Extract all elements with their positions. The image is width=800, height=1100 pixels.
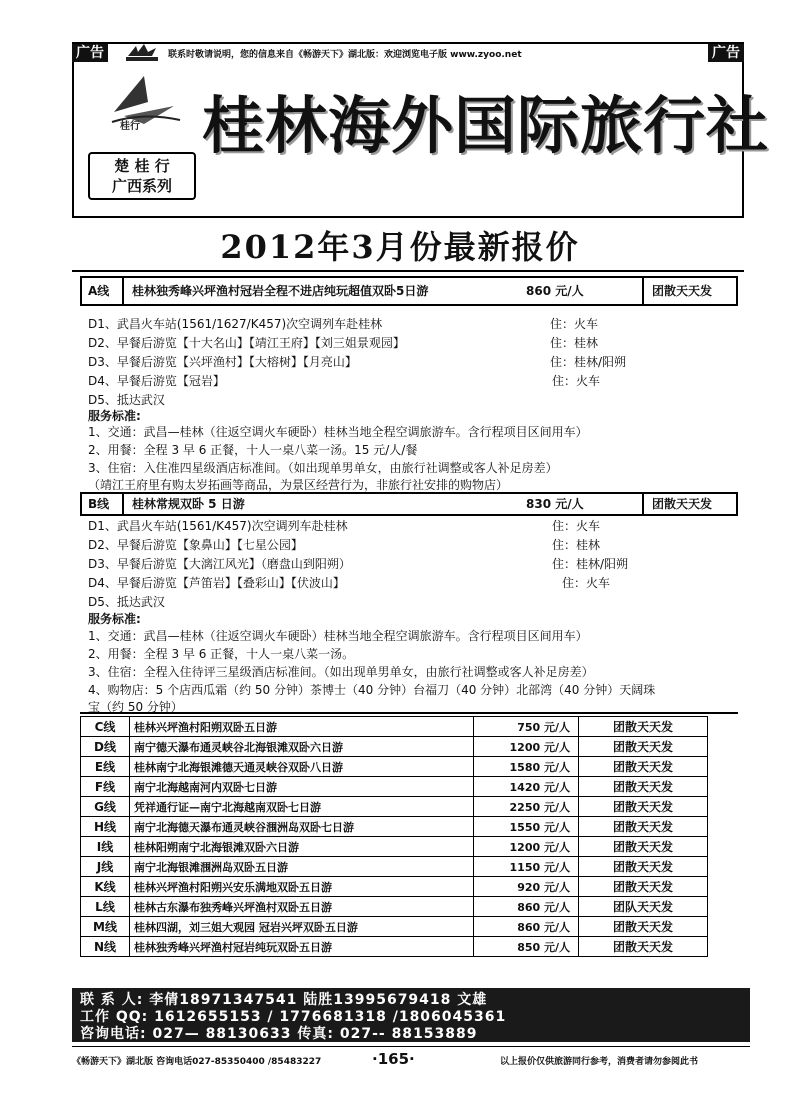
route-a-day-3-stay: 住：桂林/阳朔 [550, 355, 627, 369]
route-status: 团散天天发 [579, 937, 708, 957]
route-b-status: 团散天天发 [652, 497, 713, 511]
footer-divider [72, 1046, 750, 1047]
routes-table [80, 716, 708, 957]
route-code: E线 [81, 757, 130, 777]
slogan-line2: 广西系列 [111, 177, 172, 195]
route-code: D线 [81, 737, 130, 757]
route-a-sep1 [122, 278, 124, 304]
route-code: I线 [81, 837, 130, 857]
route-price: 1200 元/人 [474, 837, 579, 857]
route-b-sep2 [642, 494, 644, 514]
route-price: 1200 元/人 [474, 737, 579, 757]
ad-tag-left: 广告 [72, 44, 108, 62]
route-b-name: 桂林常规双卧 5 日游 [132, 497, 245, 511]
route-name: 桂林四湖，刘三姐大观园 冠岩兴坪双卧五日游 [130, 917, 474, 937]
contact-qq: 工作 QQ: 1612655153 / 1776681318 /1806045361 [80, 1009, 507, 1025]
route-name: 南宁北海德天瀑布通灵峡谷涠洲岛双卧七日游 [130, 817, 474, 837]
slogan-box [88, 152, 196, 200]
table-row [81, 817, 708, 837]
table-row [81, 937, 708, 957]
ad-note: 联系时敬请说明，您的信息来自《畅游天下》湖北版：欢迎浏览电子版 www.zyoo.net [168, 50, 522, 60]
route-name: 桂林古东瀑布独秀峰兴坪渔村双卧五日游 [130, 897, 474, 917]
route-b-service-2: 2、用餐：全程 3 早 6 正餐，十人一桌八菜一汤。 [88, 647, 355, 661]
route-b-day-2-stay: 住：桂林 [552, 538, 601, 552]
route-a-day-1-stay: 住：火车 [550, 317, 599, 331]
route-a-day-2-stay: 住：桂林 [550, 336, 599, 350]
route-a-price: 860 元/人 [526, 284, 584, 298]
route-status: 团散天天发 [579, 877, 708, 897]
route-name: 南宁北海银滩涠洲岛双卧五日游 [130, 857, 474, 877]
footer-disclaimer: 以上报价仅供旅游同行参考，消费者请勿参阅此书 [500, 1057, 699, 1067]
route-price: 1550 元/人 [474, 817, 579, 837]
route-b-service-5: 宝（约 50 分钟） [88, 700, 183, 714]
company-name: 桂林海外国际旅行社 [202, 89, 770, 162]
travel-logo-icon [124, 42, 160, 62]
route-price: 1580 元/人 [474, 757, 579, 777]
route-b-table-divider [80, 712, 738, 714]
route-code: H线 [81, 817, 130, 837]
route-status: 团散天天发 [579, 837, 708, 857]
route-b-day-3: D3、早餐后游览【大漓江风光】（磨盘山到阳朔） 住：桂林/阳朔 [88, 557, 629, 571]
route-status: 团散天天发 [579, 797, 708, 817]
route-b-code: B线 [88, 497, 110, 511]
route-b-day-2: D2、早餐后游览【象鼻山】【七星公园】 住：桂林 [88, 538, 601, 552]
page-title: 2012年3月份最新报价 [220, 228, 580, 266]
route-b-day-5: D5、抵达武汉 [88, 595, 165, 609]
route-name: 南宁北海越南河内双卧七日游 [130, 777, 474, 797]
footer-publisher: 《畅游天下》湖北版 咨询电话027-85350400 /85483227 [72, 1057, 322, 1067]
route-a-service-1: 1、交通：武昌—桂林（往返空调火车硬卧）桂林当地全程空调旅游车。含行程项目区间用车） [88, 425, 588, 439]
route-name: 桂林兴坪渔村阳朔双卧五日游 [130, 717, 474, 737]
route-a-service-4: （靖江王府里有购太岁拓画等商品，为景区经营行为，非旅行社安排的购物店） [88, 478, 509, 492]
route-a-name: 桂林独秀峰兴坪渔村冠岩全程不进店纯玩超值双卧5日游 [132, 284, 429, 298]
table-row [81, 877, 708, 897]
route-a-sep2 [642, 278, 644, 304]
route-code: J线 [81, 857, 130, 877]
route-status: 团队天天发 [579, 897, 708, 917]
route-code: G线 [81, 797, 130, 817]
route-a-service-3: 3、住宿：入住准四星级酒店标准间。（如出现单男单女，由旅行社调整或客人补足房差） [88, 461, 558, 475]
table-row [81, 917, 708, 937]
route-name: 桂林南宁北海银滩德天通灵峡谷双卧八日游 [130, 757, 474, 777]
route-code: M线 [81, 917, 130, 937]
route-price: 860 元/人 [474, 917, 579, 937]
route-status: 团散天天发 [579, 737, 708, 757]
route-name: 桂林阳朔南宁北海银滩双卧六日游 [130, 837, 474, 857]
route-a-day-2: D2、早餐后游览【十大名山】【靖江王府】【刘三姐景观园】 住：桂林 [88, 336, 599, 350]
route-status: 团散天天发 [579, 817, 708, 837]
route-a-status: 团散天天发 [652, 284, 713, 298]
contact-panel [72, 988, 750, 1042]
route-code: F线 [81, 777, 130, 797]
route-price: 850 元/人 [474, 937, 579, 957]
route-code: K线 [81, 877, 130, 897]
route-name: 南宁德天瀑布通灵峡谷北海银滩双卧六日游 [130, 737, 474, 757]
route-a-day-4: D4、早餐后游览【冠岩】 住：火车 [88, 374, 601, 388]
route-price: 1150 元/人 [474, 857, 579, 877]
title-divider [72, 270, 744, 272]
route-a-day-4-stay: 住：火车 [552, 374, 601, 388]
route-a-day-5: D5、抵达武汉 [88, 393, 165, 407]
agency-emblem-icon [104, 72, 184, 132]
emblem-text: 桂行 [120, 121, 140, 132]
route-name: 桂林独秀峰兴坪渔村冠岩纯玩双卧五日游 [130, 937, 474, 957]
route-b-price: 830 元/人 [526, 497, 584, 511]
route-status: 团散天天发 [579, 857, 708, 877]
route-b-service-title: 服务标准: [88, 612, 141, 626]
table-row [81, 857, 708, 877]
route-b-sep1 [122, 494, 124, 514]
route-b-day-4: D4、早餐后游览【芦笛岩】【叠彩山】【伏波山】 住：火车 [88, 576, 611, 590]
route-code: L线 [81, 897, 130, 917]
table-row [81, 757, 708, 777]
route-code: C线 [81, 717, 130, 737]
route-price: 1420 元/人 [474, 777, 579, 797]
route-price: 2250 元/人 [474, 797, 579, 817]
route-code: N线 [81, 937, 130, 957]
contact-phone: 咨询电话: 027— 88130633 传真: 027-- 88153889 [80, 1026, 478, 1042]
table-row [81, 797, 708, 817]
route-a-header [80, 276, 738, 306]
route-name: 桂林兴坪渔村阳朔兴安乐满地双卧五日游 [130, 877, 474, 897]
route-price: 860 元/人 [474, 897, 579, 917]
route-status: 团散天天发 [579, 717, 708, 737]
table-row [81, 717, 708, 737]
page-number: ·165· [372, 1050, 415, 1068]
route-price: 920 元/人 [474, 877, 579, 897]
table-row [81, 737, 708, 757]
route-b-day-3-stay: 住：桂林/阳朔 [552, 557, 629, 571]
table-row [81, 837, 708, 857]
contact-people: 联 系 人: 李倩18971347541 陆胜13995679418 文雄 [80, 992, 488, 1008]
table-row [81, 777, 708, 797]
route-a-day-1: D1、武昌火车站(1561/1627/K457)次空调列车赴桂林 住：火车 [88, 317, 599, 331]
route-a-service-2: 2、用餐：全程 3 早 6 正餐，十人一桌八菜一汤。15 元/人/餐 [88, 443, 418, 457]
route-a-code: A线 [88, 284, 110, 298]
route-b-service-1: 1、交通：武昌—桂林（往返空调火车硬卧）桂林当地全程空调旅游车。含行程项目区间用车） [88, 629, 588, 643]
route-b-day-1: D1、武昌火车站(1561/K457)次空调列车赴桂林 住：火车 [88, 519, 601, 533]
route-b-header [80, 492, 738, 516]
route-price: 750 元/人 [474, 717, 579, 737]
table-row [81, 897, 708, 917]
route-a-day-3: D3、早餐后游览【兴坪渔村】【大榕树】【月亮山】 住：桂林/阳朔 [88, 355, 627, 369]
route-status: 团散天天发 [579, 757, 708, 777]
ad-tag-right: 广告 [708, 44, 744, 62]
route-b-day-1-stay: 住：火车 [552, 519, 601, 533]
route-name: 凭祥通行证—南宁北海越南双卧七日游 [130, 797, 474, 817]
route-b-service-4: 4、购物店：5 个店西瓜霜（约 50 分钟）茶博士（40 分钟）台福刀（40 分钟）北部湾（40 分钟）天阔珠 [88, 683, 656, 697]
route-b-day-4-stay: 住：火车 [562, 576, 611, 590]
agency-header [72, 62, 770, 218]
slogan-line1: 楚 桂 行 [114, 157, 170, 175]
route-a-service-title: 服务标准: [88, 409, 141, 423]
route-status: 团散天天发 [579, 777, 708, 797]
top-ad-bar [72, 42, 744, 64]
route-status: 团散天天发 [579, 917, 708, 937]
route-b-service-3: 3、住宿：全程入住待评三星级酒店标准间。（如出现单男单女，由旅行社调整或客人补足房差） [88, 665, 594, 679]
